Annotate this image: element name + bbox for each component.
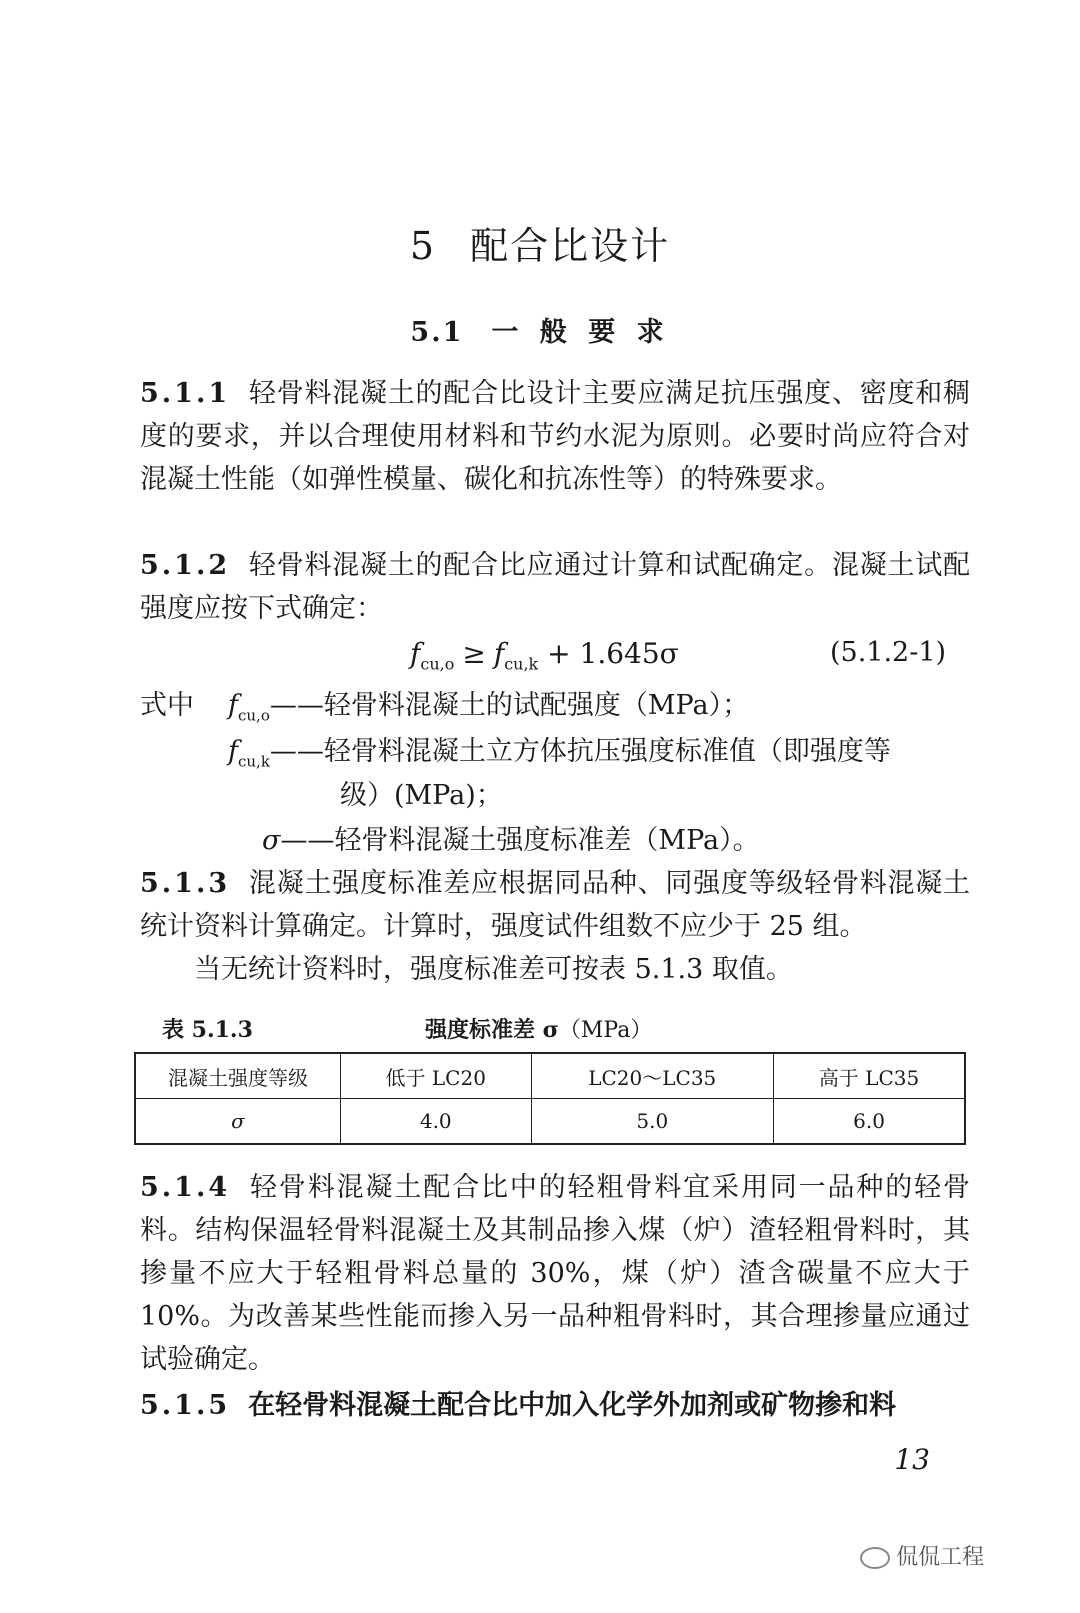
std-deviation-table: [134, 1052, 966, 1145]
table-header-cell: LC20～LC35: [531, 1053, 774, 1099]
clause-5-1-3: [140, 862, 970, 991]
symbol-sub: cu,o: [238, 706, 270, 725]
clause-5-1-4: [140, 1166, 970, 1381]
formula-rhs-symbol: f: [493, 637, 505, 670]
clause-5-1-5: [140, 1384, 970, 1427]
table-header-cell: 低于 LC20: [341, 1053, 532, 1099]
clause-text: 在轻骨料混凝土配合比中加入化学外加剂或矿物掺和料: [248, 1390, 897, 1421]
clause-text: 混凝土强度标准差应根据同品种、同强度等级轻骨料混凝土统计资料计算确定。计算时，强度试件组数不应少于 25 组。: [140, 868, 970, 942]
where-label: 式中: [140, 690, 194, 721]
section-heading: [0, 310, 1080, 349]
clause-number: 5.1.2: [140, 550, 231, 581]
symbol-sub: cu,k: [238, 752, 270, 771]
clause-text: 轻骨料混凝土配合比中的轻粗骨料宜采用同一品种的轻骨料。结构保温轻骨料混凝土及其制品掺入煤（炉）渣轻粗骨料时，其掺量不应大于轻粗骨料总量的 30%，煤（炉）渣含碳量不应大于 10%。为改善某些性能而掺入另一品种粗骨料时，其合理掺量应通过试验确定。: [140, 1172, 970, 1375]
section-number: 5.1: [410, 317, 464, 348]
symbol-f: f: [228, 736, 238, 767]
clause-5-1-2: [140, 544, 970, 630]
page-number: 13: [894, 1443, 930, 1476]
watermark: [860, 1540, 984, 1571]
table-header-cell: 混凝土强度等级: [135, 1053, 341, 1099]
table-cell: σ: [135, 1099, 341, 1145]
symbol-f: f: [228, 690, 238, 721]
clause-text: 轻骨料混凝土的配合比设计主要应满足抗压强度、密度和稠度的要求，并以合理使用材料和节约水泥为原则。必要时尚应符合对混凝土性能（如弹性模量、碳化和抗冻性等）的特殊要求。: [140, 378, 970, 495]
where-item-1: [228, 683, 749, 724]
table-cell: 4.0: [341, 1099, 532, 1145]
table-title-text: 强度标准差 σ: [425, 1017, 559, 1043]
clause-number: 5.1.4: [140, 1172, 231, 1203]
clause-text: 轻骨料混凝土的配合比应通过计算和试配确定。混凝土试配强度应按下式确定：: [140, 550, 970, 624]
where-item-3: [262, 818, 760, 857]
table-cell: 5.0: [531, 1099, 774, 1145]
where-desc: ——轻骨料混凝土立方体抗压强度标准值（即强度等: [269, 736, 891, 767]
chapter-number: 5: [409, 224, 437, 268]
chapter-heading: [0, 215, 1080, 270]
table-header-row: [135, 1053, 965, 1099]
where-symbol: [228, 690, 270, 725]
clause-text-2: 当无统计资料时，强度标准差可按表 5.1.3 取值。: [194, 954, 793, 985]
where-desc: ——轻骨料混凝土的试配强度（MPa）；: [269, 690, 750, 721]
table-title: [425, 1013, 652, 1044]
watermark-text: 侃侃工程: [896, 1545, 985, 1570]
where-item-2: [228, 729, 891, 770]
formula-operator: ≥: [462, 637, 486, 670]
table-caption: 表 5.1.3: [162, 1017, 253, 1043]
clause-number: 5.1.5: [140, 1390, 231, 1421]
where-item-2-cont: 级）(MPa)；: [340, 780, 503, 811]
table-header-cell: 高于 LC35: [774, 1053, 965, 1099]
table-title-unit: （MPa）: [558, 1018, 653, 1043]
formula-rhs-subscript: cu,k: [504, 654, 539, 674]
chapter-title: 配合比设计: [470, 224, 671, 268]
clause-number: 5.1.1: [140, 378, 231, 409]
section-title: 一 般 要 求: [491, 317, 670, 348]
table-cell: 6.0: [774, 1099, 965, 1145]
clause-number: 5.1.3: [140, 868, 231, 899]
where-symbol: [228, 736, 270, 771]
table-row: [135, 1099, 965, 1145]
equation-number: (5.1.2-1): [830, 637, 947, 668]
clause-5-1-1: [140, 372, 970, 501]
formula-plus-term: + 1.645σ: [547, 637, 679, 670]
formula-lhs-symbol: f: [410, 637, 421, 670]
where-desc: ——轻骨料混凝土强度标准差（MPa）。: [280, 825, 760, 856]
formula-5-1-2-1: [410, 637, 679, 674]
wechat-icon: [860, 1547, 890, 1569]
where-symbol: σ: [262, 825, 281, 856]
formula-lhs-subscript: cu,o: [420, 654, 455, 674]
